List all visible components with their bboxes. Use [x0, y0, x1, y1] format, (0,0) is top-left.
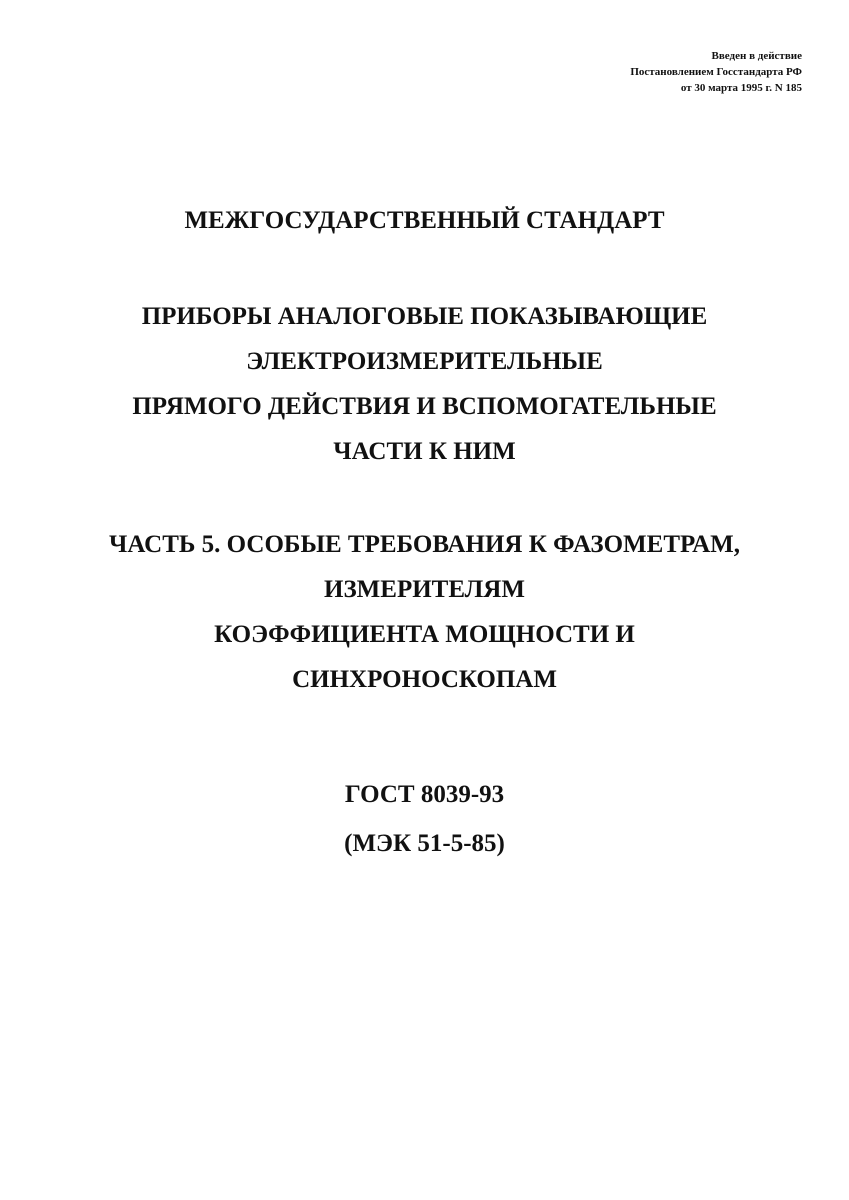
enactment-note — [630, 48, 802, 96]
part-line-1: ЧАСТЬ 5. ОСОБЫЕ ТРЕБОВАНИЯ К ФАЗОМЕТРАМ, — [109, 531, 740, 558]
title-line-1: ПРИБОРЫ АНАЛОГОВЫЕ ПОКАЗЫВАЮЩИЕ — [141, 303, 708, 330]
enactment-line-2: Постановлением Госстандарта РФ — [630, 66, 802, 78]
iec-number: (МЭК 51-5-85) — [344, 830, 505, 857]
title-line-2: ЭЛЕКТРОИЗМЕРИТЕЛЬНЫЕ — [246, 348, 603, 375]
part-line-4: СИНХРОНОСКОПАМ — [292, 666, 557, 693]
standard-designation — [0, 770, 849, 868]
part-line-3: КОЭФФИЦИЕНТА МОЩНОСТИ И — [214, 621, 635, 648]
enactment-line-3: от 30 марта 1995 г. N 185 — [680, 82, 802, 94]
part-title — [0, 522, 849, 702]
standard-type-text: МЕЖГОСУДАРСТВЕННЫЙ СТАНДАРТ — [184, 207, 665, 234]
part-line-2: ИЗМЕРИТЕЛЯМ — [324, 576, 525, 603]
document-title — [0, 294, 849, 474]
title-line-4: ЧАСТИ К НИМ — [333, 438, 516, 465]
title-line-3: ПРЯМОГО ДЕЙСТВИЯ И ВСПОМОГАТЕЛЬНЫЕ — [132, 393, 717, 420]
gost-number: ГОСТ 8039-93 — [344, 781, 505, 808]
enactment-line-1: Введен в действие — [711, 50, 802, 62]
standard-type-heading — [0, 198, 849, 243]
